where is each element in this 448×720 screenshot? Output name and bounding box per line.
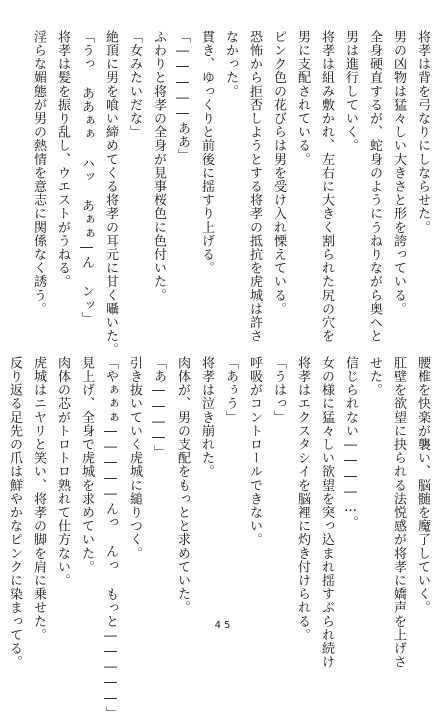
- text-block-bottom: [2, 356, 434, 720]
- text-line: 貫き、ゆっくりと前後に揺すり上げる。: [199, 30, 214, 275]
- text-line: ふわりと将孝の全身が見事桜色に色付いた。: [151, 30, 166, 302]
- text-line: 「女みたいだな」: [127, 30, 142, 139]
- text-line: 引き抜いていく虎城に縋りつく。: [127, 356, 142, 560]
- text-line: 男の凶物は猛々しい大きさと形を誇っている。: [391, 30, 406, 316]
- text-line: 肛壁を欲望に抉られる法悦感が将孝に嬌声を上げさ: [391, 356, 406, 669]
- text-line: 将孝は背を弓なりにしならせた。: [415, 30, 430, 234]
- text-line: 肉体の芯がトロトロ熟れて仕方ない。: [55, 356, 70, 588]
- text-line: 腰椎を快楽が襲い、脳髄を魔了していく。: [415, 356, 430, 615]
- text-line: 「うはっ」: [271, 356, 286, 424]
- text-line: 全身硬直するが、蛇身のようにうねりながら奥へと: [367, 30, 382, 343]
- text-line: 将孝は組み敷かれ、左右に大きく割られた尻の穴を: [319, 30, 334, 343]
- text-line: 男は進行していく。: [343, 30, 358, 153]
- text-line: 「やぁぁぁ―――――んっ んっ もっと―――――」: [103, 356, 118, 720]
- text-line: 絶頂に男を喰い締めてくる将孝の耳元に甘く囁いた。: [103, 30, 118, 357]
- text-line: ピンク色の花びらは男を受け入れ慄えている。: [271, 30, 286, 316]
- text-line: 将孝はエクスタシイを脳裡に灼き付けられる。: [295, 356, 310, 642]
- text-line: 虎城はニヤリと笑い、将孝の脚を肩に乗せた。: [31, 356, 46, 642]
- page-number: 45: [214, 620, 234, 631]
- text-line: 恐怖から拒否しようとする将孝の抵抗を虎城は許さ: [247, 30, 262, 343]
- text-line: 男に支配されている。: [295, 30, 310, 166]
- text-line: なかった。: [223, 30, 238, 98]
- text-line: 見上げ、全身で虎城を求めていた。: [79, 356, 94, 574]
- text-line: 淫らな媚態が男の熱情を意志に関係なく誘う。: [31, 30, 46, 316]
- text-line: せた。: [367, 356, 382, 397]
- text-line: 信じられない――――…。: [343, 356, 358, 530]
- text-line: 将孝は髪を振り乱し、ウエストがうねる。: [55, 30, 70, 289]
- text-line: 反り返る足先の爪は鮮やかなピンクに染まってる。: [7, 356, 22, 669]
- text-line: 「―――――ああ」: [175, 30, 190, 163]
- text-line: 将孝は泣き崩れた。: [199, 356, 214, 479]
- text-line: 呼吸がコントロールできない。: [247, 356, 262, 547]
- text-line: 「あぅう」: [223, 356, 238, 424]
- text-line: 「あ――――」: [151, 356, 166, 460]
- text-line: 「うっ ああぁぁ ハッ あぁぁ―ん ンッ」: [79, 30, 94, 326]
- text-line: 女の様に猛々しい欲望を突っ込まれ揺すぶられ続け: [319, 356, 334, 669]
- text-line: 肉体が、男の支配をもっとと求めていた。: [175, 356, 190, 615]
- text-block-top: [26, 30, 434, 357]
